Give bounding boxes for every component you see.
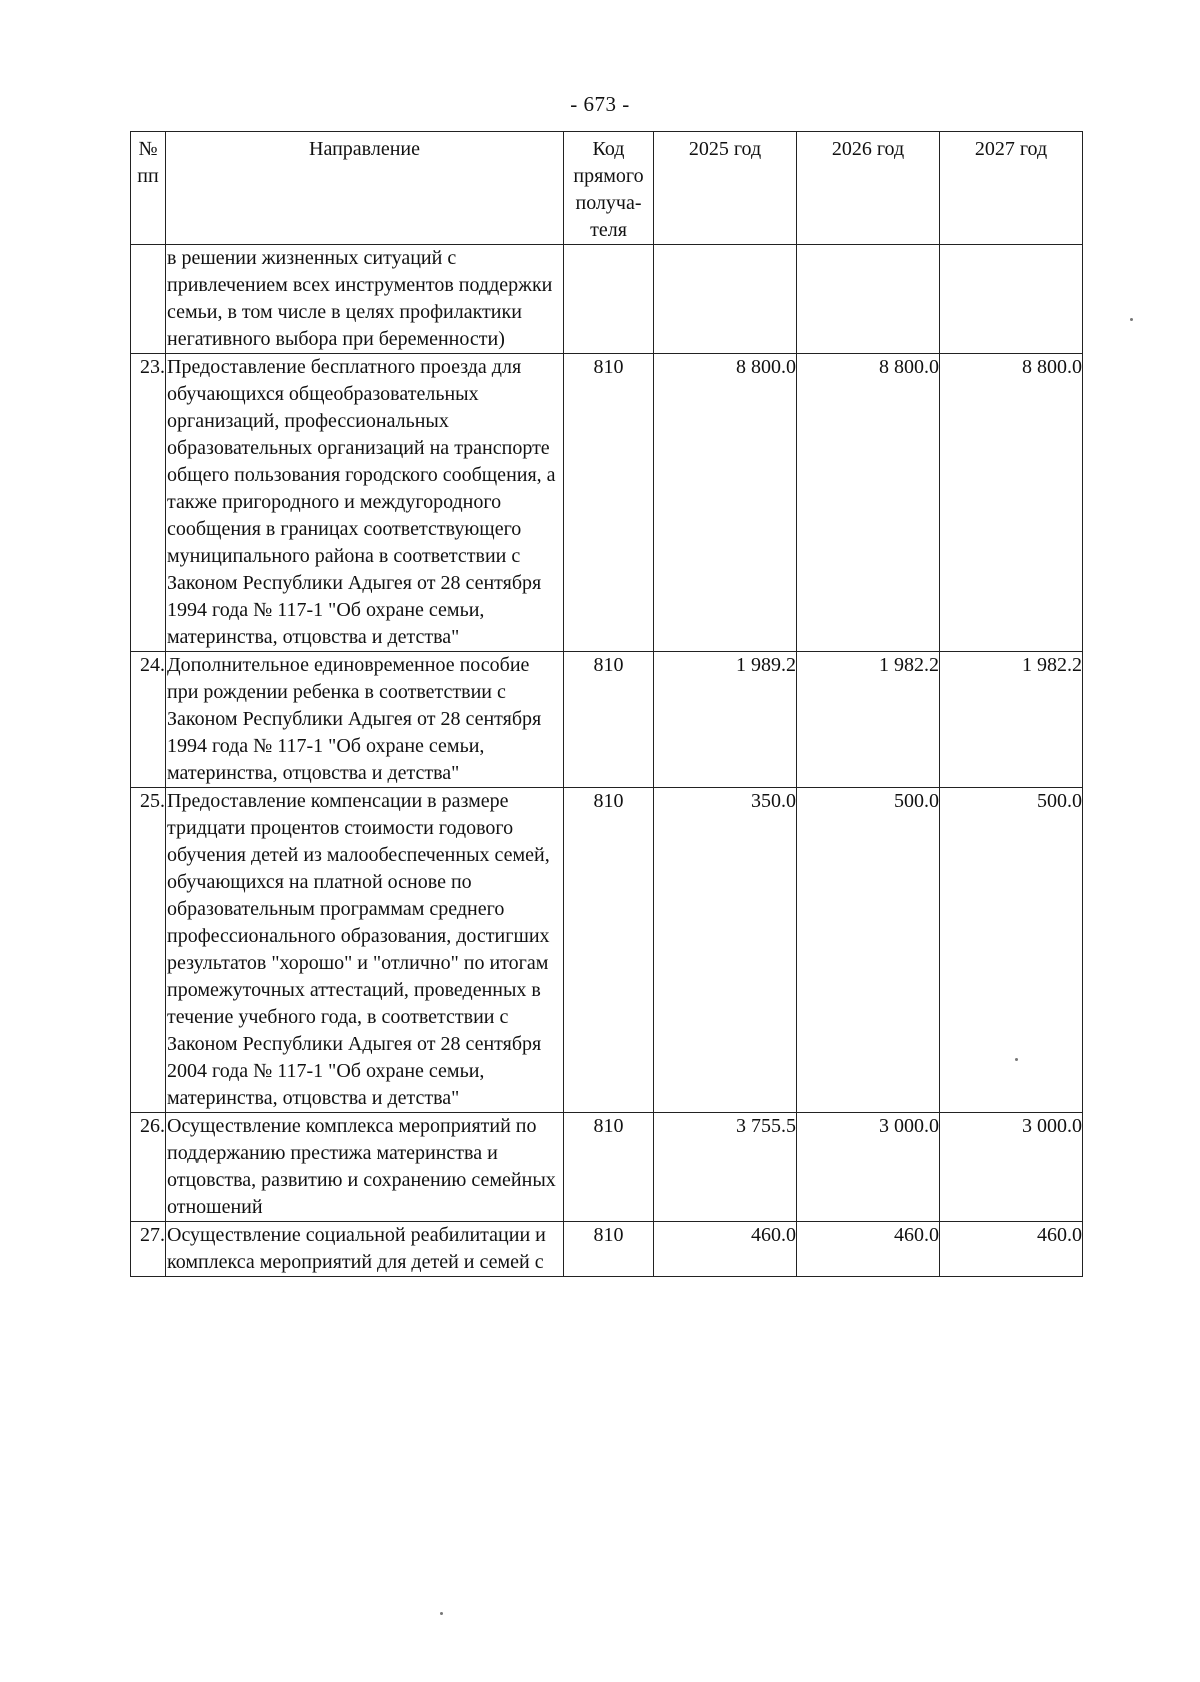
row-2025: 3 755.5 <box>654 1113 797 1222</box>
row-code: 810 <box>564 788 654 1113</box>
row-2025: 350.0 <box>654 788 797 1113</box>
table-row <box>131 788 1083 1113</box>
table-row <box>131 245 1083 354</box>
header-2027: 2027 год <box>940 132 1083 245</box>
row-2027: 8 800.0 <box>940 354 1083 652</box>
row-2026 <box>797 245 940 354</box>
row-2027: 460.0 <box>940 1222 1083 1277</box>
row-code: 810 <box>564 652 654 788</box>
table-row <box>131 1222 1083 1277</box>
row-code: 810 <box>564 1113 654 1222</box>
header-2025: 2025 год <box>654 132 797 245</box>
row-num <box>131 245 166 354</box>
row-num: 26. <box>131 1113 166 1222</box>
header-num: № пп <box>131 132 166 245</box>
row-2026: 1 982.2 <box>797 652 940 788</box>
row-2026: 500.0 <box>797 788 940 1113</box>
row-direction: Дополнительное единовременное пособие при рождении ребенка в соответствии с Законом Республики Адыгея от 28 сентября 1994 года № 117-1 "Об охране семьи, материнства, отцовства и детства" <box>166 652 564 788</box>
row-direction: Осуществление социальной реабилитации и комплекса мероприятий для детей и семей с <box>166 1222 564 1277</box>
row-num: 24. <box>131 652 166 788</box>
row-code: 810 <box>564 354 654 652</box>
scan-speck <box>1015 1058 1018 1061</box>
row-code <box>564 245 654 354</box>
row-num: 23. <box>131 354 166 652</box>
row-direction: Предоставление бесплатного проезда для обучающихся общеобразовательных организаций, профессиональных образовательных организаций на транспорте общего пользования городского сообщения, а также пригородного и междугородного сообщения в границах соответствующего муниципального района в соответствии с Законом Республики Адыгея от 28 сентября 1994 года № 117-1 "Об охране семьи, материнства, отцовства и детства" <box>166 354 564 652</box>
table-row <box>131 1113 1083 1222</box>
row-2025: 1 989.2 <box>654 652 797 788</box>
page-number: - 673 - <box>570 92 630 116</box>
row-num: 27. <box>131 1222 166 1277</box>
row-2027: 3 000.0 <box>940 1113 1083 1222</box>
row-2026: 8 800.0 <box>797 354 940 652</box>
header-2026: 2026 год <box>797 132 940 245</box>
row-code: 810 <box>564 1222 654 1277</box>
table-row <box>131 652 1083 788</box>
row-num: 25. <box>131 788 166 1113</box>
scan-speck <box>440 1612 443 1615</box>
header-direction: Направление <box>166 132 564 245</box>
table-row <box>131 354 1083 652</box>
row-2027 <box>940 245 1083 354</box>
row-2027: 500.0 <box>940 788 1083 1113</box>
row-direction: Осуществление комплекса мероприятий по поддержанию престижа материнства и отцовства, развитию и сохранению семейных отношений <box>166 1113 564 1222</box>
budget-table <box>130 131 1083 1277</box>
row-2026: 3 000.0 <box>797 1113 940 1222</box>
row-2026: 460.0 <box>797 1222 940 1277</box>
header-code: Код прямого получа- теля <box>564 132 654 245</box>
row-2027: 1 982.2 <box>940 652 1083 788</box>
scan-speck <box>1130 318 1133 321</box>
row-direction: Предоставление компенсации в размере тридцати процентов стоимости годового обучения детей из малообеспеченных семей, обучающихся на платной основе по образовательным программам среднего профессионального образования, достигших результатов "хорошо" и "отлично" по итогам промежуточных аттестаций, проведенных в течение учебного года, в соответствии с Законом Республики Адыгея от 28 сентября 2004 года № 117-1 "Об охране семьи, материнства, отцовства и детства" <box>166 788 564 1113</box>
row-2025: 460.0 <box>654 1222 797 1277</box>
table-header-row <box>131 132 1083 245</box>
row-2025 <box>654 245 797 354</box>
row-2025: 8 800.0 <box>654 354 797 652</box>
row-direction: в решении жизненных ситуаций с привлечением всех инструментов поддержки семьи, в том числе в целях профилактики негативного выбора при беременности) <box>166 245 564 354</box>
